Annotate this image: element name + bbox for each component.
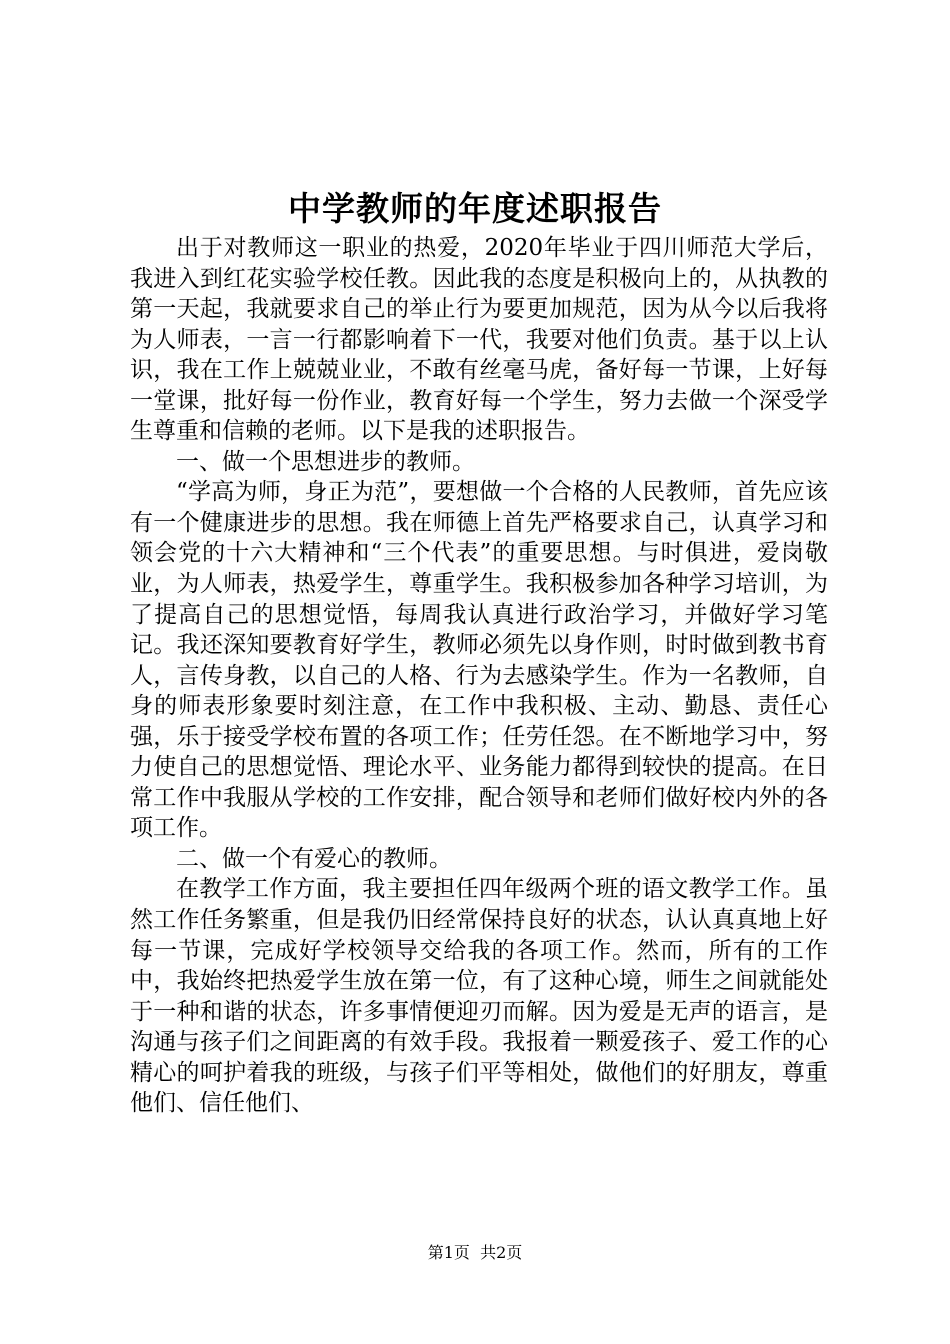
paragraph-section-2: 在教学工作方面，我主要担任四年级两个班的语文教学工作。虽然工作任务繁重，但是我仍旧经常保持良好的状态，认认真真地上好每一节课，完成好学校领导交给我的各项工作。然而，所有的工作中，我始终把热爱学生放在第一位，有了这种心境，师生之间就能处于一种和谐的状态，许多事情便迎刃而解。因为爱是无声的语言，是沟通与孩子们之间距离的有效手段。我报着一颗爱孩子、爱工作的心精心的呵护着我的班级，与孩子们平等相处，做他们的好朋友，尊重他们、信任他们、 [130,876,828,1117]
document-title: 中学教师的年度述职报告 [288,189,662,228]
page-footer [0,1241,950,1265]
section-heading-1: 一、做一个思想进步的教师。 [176,448,475,475]
paragraph-section-1: “学高为师，身正为范”，要想做一个合格的人民教师，首先应该有一个健康进步的思想。我在师德上首先严格要求自己，认真学习和领会党的十六大精神和“三个代表”的重要思想。与时俱进，爱岗敬业，为人师表，热爱学生，尊重学生。我积极参加各种学习培训，为了提高自己的思想觉悟，每周我认真进行政治学习，并做好学习笔记。我还深知要教育好学生，教师必须先以身作则，时时做到教书育人，言传身教，以自己的人格、行为去感染学生。作为一名教师，自身的师表形象要时刻注意，在工作中我积极、主动、勤恳、责任心强，乐于接受学校布置的各项工作；任劳任怨。在不断地学习中，努力使自己的思想觉悟、理论水平、业务能力都得到较快的提高。在日常工作中我服从学校的工作安排，配合领导和老师们做好校内外的各项工作。 [130,479,828,842]
document-body [130,233,828,1119]
paragraph-intro: 出于对教师这一职业的热爱，2020年毕业于四川师范大学后，我进入到红花实验学校任教。因此我的态度是积极向上的，从执教的第一天起，我就要求自己的举止行为要更加规范，因为从今以后我将为人师表，一言一行都影响着下一代，我要对他们负责。基于以上认识，我在工作上兢兢业业，不敢有丝毫马虎，备好每一节课，上好每一堂课，批好每一份作业，教育好每一个学生，努力去做一个深受学生尊重和信赖的老师。以下是我的述职报告。 [130,235,828,445]
page-number: 第1页 共2页 [427,1243,523,1262]
section-heading-2: 二、做一个有爱心的教师。 [176,845,452,872]
